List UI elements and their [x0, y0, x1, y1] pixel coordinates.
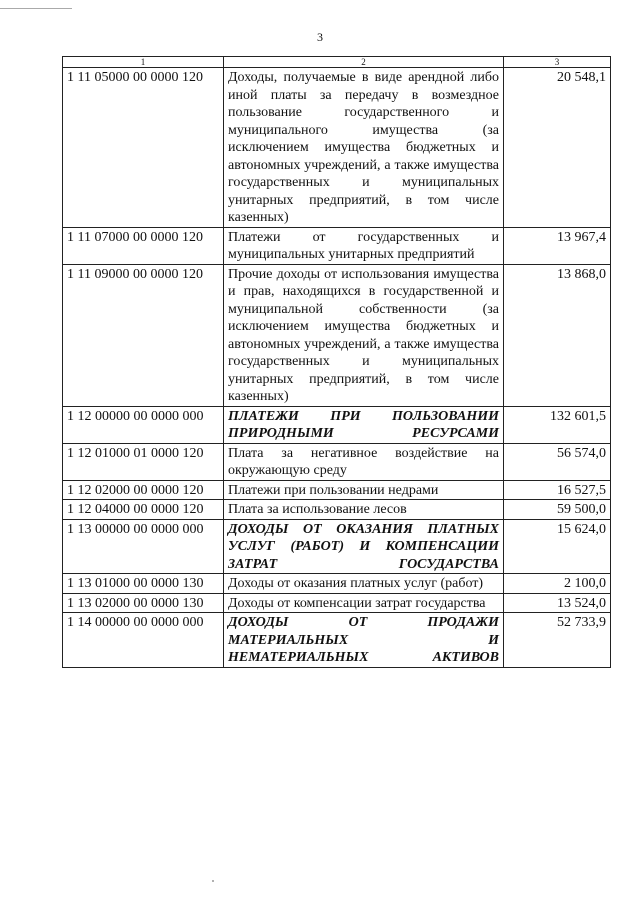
- amount-cell: 59 500,0: [504, 500, 611, 520]
- budget-code-cell: 1 13 01000 00 0000 130: [63, 574, 224, 594]
- amount-cell: 132 601,5: [504, 406, 611, 443]
- table-row: [63, 227, 611, 264]
- budget-code-cell: 1 13 02000 00 0000 130: [63, 593, 224, 613]
- amount-cell: 2 100,0: [504, 574, 611, 594]
- table-row: [63, 480, 611, 500]
- revenue-table-body: [63, 57, 611, 668]
- column-number-1: 1: [63, 57, 224, 68]
- amount-cell: 13 967,4: [504, 227, 611, 264]
- budget-code-cell: 1 12 02000 00 0000 120: [63, 480, 224, 500]
- amount-cell: 15 624,0: [504, 519, 611, 574]
- table-row: [63, 68, 611, 228]
- description-cell: Платежи от государственных и муниципальных унитарных предприятий: [224, 227, 504, 264]
- amount-cell: 16 527,5: [504, 480, 611, 500]
- budget-code-cell: 1 12 04000 00 0000 120: [63, 500, 224, 520]
- description-cell: Плата за использование лесов: [224, 500, 504, 520]
- description-cell: Платежи при пользовании недрами: [224, 480, 504, 500]
- budget-code-cell: 1 13 00000 00 0000 000: [63, 519, 224, 574]
- scan-speck: [212, 880, 214, 882]
- budget-code-cell: 1 14 00000 00 0000 000: [63, 613, 224, 668]
- table-row: [63, 264, 611, 406]
- table-row: [63, 574, 611, 594]
- amount-cell: 13 868,0: [504, 264, 611, 406]
- scan-edge-mark: [0, 8, 72, 11]
- amount-cell: 13 524,0: [504, 593, 611, 613]
- revenue-table: [62, 56, 611, 668]
- amount-cell: 52 733,9: [504, 613, 611, 668]
- description-cell: ДОХОДЫ ОТ ОКАЗАНИЯ ПЛАТНЫХ УСЛУГ (РАБОТ) И КОМПЕНСАЦИИ ЗАТРАТ ГОСУДАРСТВА: [224, 519, 504, 574]
- table-row: [63, 443, 611, 480]
- page-number: 3: [317, 30, 323, 44]
- column-number-row: [63, 57, 611, 68]
- table-row: [63, 613, 611, 668]
- table-row: [63, 500, 611, 520]
- description-cell: Прочие доходы от использования имущества и прав, находящихся в государственной и муниципальной собственности (за исключением имущества бюджетных и автономных учреждений, а также имущества государственных и муниципальных унитарных предприятий, в том числе казенных): [224, 264, 504, 406]
- budget-code-cell: 1 11 07000 00 0000 120: [63, 227, 224, 264]
- budget-code-cell: 1 12 00000 00 0000 000: [63, 406, 224, 443]
- description-cell: Плата за негативное воздействие на окружающую среду: [224, 443, 504, 480]
- description-cell: Доходы от оказания платных услуг (работ): [224, 574, 504, 594]
- budget-code-cell: 1 11 05000 00 0000 120: [63, 68, 224, 228]
- description-cell: ПЛАТЕЖИ ПРИ ПОЛЬЗОВАНИИ ПРИРОДНЫМИ РЕСУРСАМИ: [224, 406, 504, 443]
- table-row: [63, 593, 611, 613]
- table-row: [63, 519, 611, 574]
- amount-cell: 20 548,1: [504, 68, 611, 228]
- description-cell: Доходы, получаемые в виде арендной либо иной платы за передачу в возмездное пользование государственного и муниципального имущества (за исключением имущества бюджетных и автономных учреждений, а также имущества государственных и муниципальных унитарных предприятий, в том числе казенных): [224, 68, 504, 228]
- description-cell: ДОХОДЫ ОТ ПРОДАЖИ МАТЕРИАЛЬНЫХ И НЕМАТЕРИАЛЬНЫХ АКТИВОВ: [224, 613, 504, 668]
- amount-cell: 56 574,0: [504, 443, 611, 480]
- budget-code-cell: 1 11 09000 00 0000 120: [63, 264, 224, 406]
- description-cell: Доходы от компенсации затрат государства: [224, 593, 504, 613]
- column-number-3: 3: [504, 57, 611, 68]
- column-number-2: 2: [224, 57, 504, 68]
- table-row: [63, 406, 611, 443]
- budget-code-cell: 1 12 01000 01 0000 120: [63, 443, 224, 480]
